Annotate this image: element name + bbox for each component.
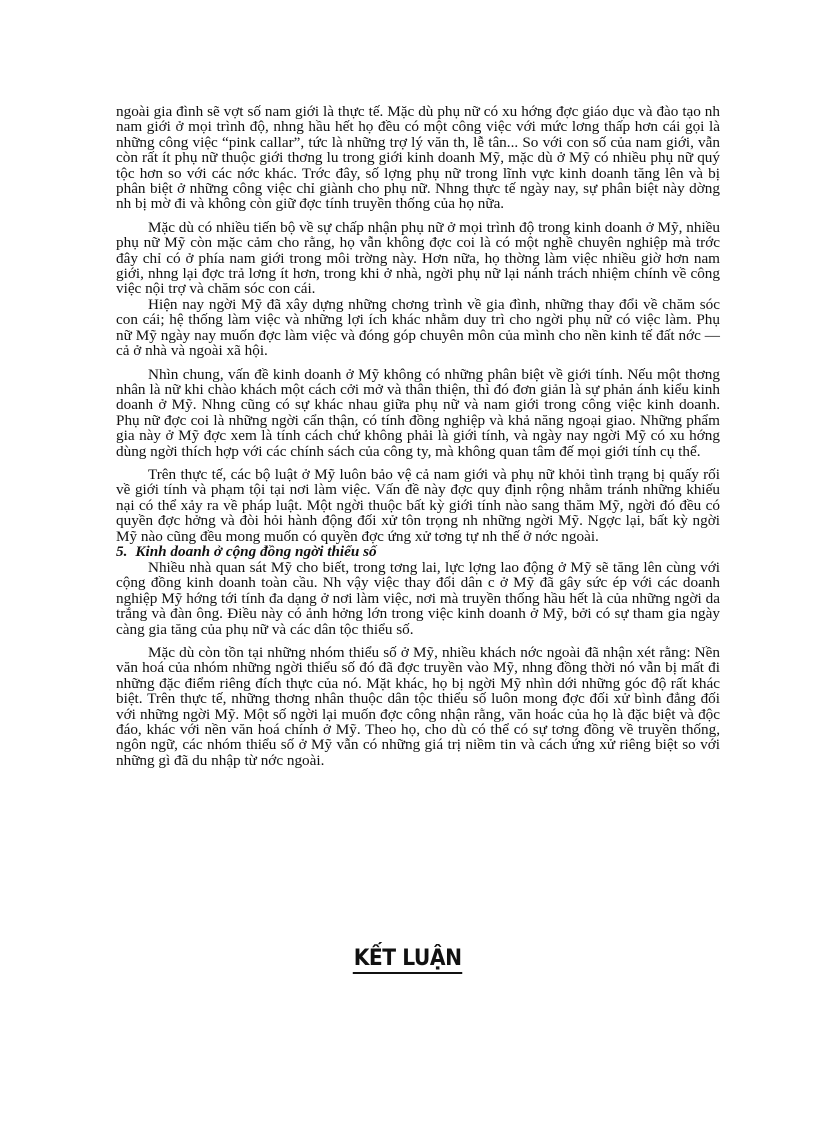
paragraph: Hiện nay ngời Mỹ đã xây dựng những chơng trình về gia đình, những thay đổi về chăm sóc con cái; hệ thống làm việc và những lợi ích khác nhằm duy trì cho ngời phụ nữ có việc làm. Phụ nữ Mỹ ngày nay muốn đợc làm việc và đóng góp chuyên môn của mình cho nền kinh tế đất nớc — cả ở nhà và ngoài xã hội. bbox=[116, 295, 720, 360]
section-number: 5. bbox=[116, 542, 128, 560]
paragraph: Mặc dù còn tồn tại những nhóm thiểu số ở Mỹ, nhiều khách nớc ngoài đã nhận xét rằng: Nền văn hoá của nhóm những ngời thiểu số đó đã đợc truyền vào Mỹ, nhng đồng thời nó vẫn bị mất đi những đặc điểm riêng đích thực của nó. Mặt khác, họ bị ngời Mỹ nhìn dới những góc độ rất khác biệt. Trên thực tế, những thơng nhân thuộc dân tộc thiểu số luôn mong đợc đối xử bình đẳng đối với những ngời Mỹ. Một số ngời lại muốn đợc công nhận rằng, văn hoác của họ là đặc biệt và độc đáo, khác với nền văn hoá chính ở Mỹ. Theo họ, cho dù có thể có sự tơng đồng về truyền thống, ngôn ngữ, các nhóm thiểu số ở Mỹ vẫn có những giá trị niềm tin và cách ứng xử riêng biệt so với những gì đã du nhập từ nớc ngoài. bbox=[116, 644, 720, 769]
paragraph: Nhìn chung, vấn đề kinh doanh ở Mỹ không có những phân biệt về giới tính. Nếu một thơng nhân là nữ khi chào khách một cách cởi mở và thân thiện, thì đó đơn giản là sự phản ánh kiểu kinh doanh ở Mỹ. Nhng cũng có sự khác nhau giữa phụ nữ và nam giới trong công việc kinh doanh. Phụ nữ đợc coi là những ngời cẩn thận, có tính đồng nghiệp và khả năng ngoại giao. Những phẩm gia này ở Mỹ đợc xem là tính cách chứ không phải là giới tính, và ngày nay ngời Mỹ có xu hớng dùng ngời thích hợp với các chính sách của công ty, mà không quan tâm đế mọi giới tính cụ thể. bbox=[116, 365, 720, 460]
paragraph: Mặc dù có nhiều tiến bộ về sự chấp nhận phụ nữ ở mọi trình độ trong kinh doanh ở Mỹ, nhiều phụ nữ Mỹ còn mặc cảm cho rằng, họ vẫn không đợc coi là có một nghề chuyên nghiệp mà trớc đây chỉ có ở phía nam giới trong môi trờng này. Hơn nữa, họ thờng làm việc nhiều giờ hơn nam giới, nhng lại đợc trả lơng ít hơn, trong khi ở nhà, ngời phụ nữ lại nánh trách nhiệm chính về công việc nội trợ và chăm sóc con cái. bbox=[116, 218, 720, 298]
section-title: Kinh doanh ở cộng đồng ngời thiểu số bbox=[135, 542, 377, 560]
paragraphs-before-section bbox=[116, 104, 720, 544]
document-body bbox=[116, 104, 720, 776]
paragraphs-after-section bbox=[116, 560, 720, 768]
paragraph: Nhiều nhà quan sát Mỹ cho biết, trong tơng lai, lực lợng lao động ở Mỹ sẽ tăng lên cùng với cộng đồng kinh doanh toàn cầu. Nh vậy việc thay đổi dân c ở Mỹ đã gây sức ép với các doanh nghiệp Mỹ hớng tới tính đa dạng ở nơi làm việc, nơi mà truyền thống hầu hết là của những ngời da trắng và đàn ông. Điều này có ảnh hởng lớn trong việc kinh doanh ở Mỹ, bởi có sự tham gia ngày càng gia tăng của phụ nữ và các dân tộc thiểu số. bbox=[116, 558, 720, 638]
conclusion-title: KẾT LUẬN bbox=[353, 946, 463, 974]
section-heading bbox=[116, 544, 720, 560]
paragraph: ngoài gia đình sẽ vợt số nam giới là thực tế. Mặc dù phụ nữ có xu hớng đợc giáo dục và đào tạo nh nam giới ở mọi trình độ, nhng hầu hết họ đều có một công việc với mức lơng thấp hơn cái gọi là những công việc “pink callar”, tức là những trợ lý văn th, lễ tân... So với con số của nam giới, vẫn còn rất ít phụ nữ thuộc giới thơng lu trong giới kinh doanh Mỹ, mặc dù ở Mỹ có nhiều phụ nữ quý tộc hơn so với các nớc khác. Trớc đây, số lợng phụ nữ trong lĩnh vực kinh doanh tăng lên và bị phân biệt ở những công việc chỉ giành cho phụ nữ. Nhng thực tế ngày nay, sự phân biệt này dờng nh bị mờ đi và không còn giữ đợc tính truyền thống của họ nữa. bbox=[116, 103, 720, 213]
paragraph: Trên thực tế, các bộ luật ở Mỹ luôn bảo vệ cả nam giới và phụ nữ khỏi tình trạng bị quấy rối về giới tính và phạm tội tại nơi làm việc. Vấn đề này đợc quy định rộng nhằm tránh những khiếu nại có thể xảy ra về pháp luật. Một ngời thuộc bất kỳ giới tính nào sang thăm Mỹ, ngời đó đều có quyền đợc hởng và đòi hỏi hành động đối xử tôn trọng nh những ngời Mỹ. Ngợc lại, bất kỳ ngời Mỹ nào cũng đều mong muốn có quyền đợc ứng xử tơng tự nh thế ở nớc ngoài. bbox=[116, 465, 720, 545]
conclusion-heading bbox=[0, 946, 816, 974]
